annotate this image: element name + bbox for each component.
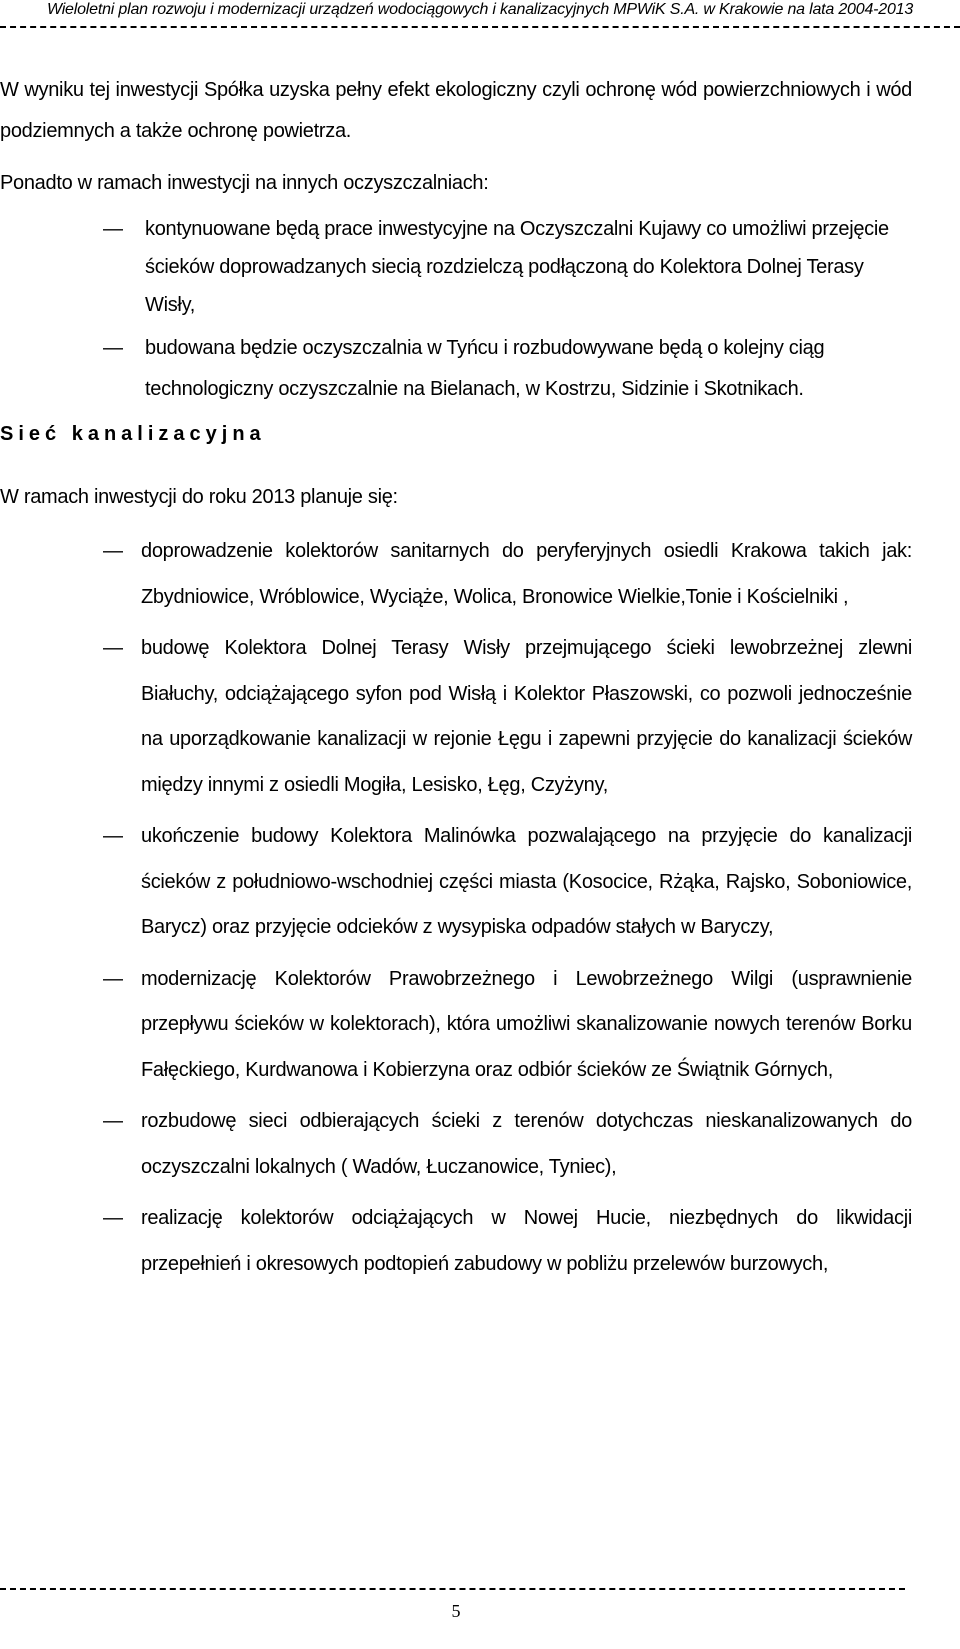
dash-bullet-icon: — [103,1207,123,1229]
page-number: 5 [451,1601,461,1621]
paragraph-ecological-effect: W wyniku tej inwestycji Spółka uzyska pełny efekt ekologiczny czyli ochronę wód powierzchniowych i wód podziemnych a także ochronę powietrza. [0,79,912,142]
dash-bullet-icon: — [103,637,123,659]
list-other-plants [0,210,912,410]
dash-bullet-icon: — [103,540,123,562]
dash-bullet-icon: — [103,825,123,847]
dash-bullet-icon: — [103,218,123,240]
list-item-text: modernizację Kolektorów Prawobrzeżnego i Lewobrzeżnego Wilgi (usprawnienie przepływu ścieków w kolektorach), która umożliwi skanalizowanie nowych terenów Borku Fałęckiego, Kurdwanowa i Kobierzyna oraz odbiór ścieków ze Świątnik Górnych, [141,967,912,1081]
paragraph-plans-intro: W ramach inwestycji do roku 2013 planuje się: [0,486,398,508]
list-item [0,626,912,808]
list-item-text: budowę Kolektora Dolnej Terasy Wisły przejmującego ścieki lewobrzeżnej zlewni Białuchy, odciążającego syfon pod Wisłą i Kolektor Płaszowski, co pozwoli jednocześnie na uporządkowanie kanalizacji w rejonie Łęgu i zapewni przyjęcie do kanalizacji ścieków między innymi z osiedli Mogiła, Lesisko, Łęg, Czyżyny, [141,637,912,796]
paragraph-other-plants-intro: Ponadto w ramach inwestycji na innych oczyszczalniach: [0,172,489,194]
list-item [0,529,912,620]
section-heading-sewer-network: Sieć kanalizacyjna [0,423,266,445]
list-item-text: budowana będzie oczyszczalnia w Tyńcu i rozbudowywane będą o kolejny ciąg technologiczny oczyszczalnie na Bielanach, w Kostrzu, Sidzinie i Skotnikach. [145,337,825,400]
list-item-text: doprowadzenie kolektorów sanitarnych do peryferyjnych osiedli Krakowa takich jak: Zbydniowice, Wróblowice, Wyciąże, Wolica, Bronowice Wielkie,Tonie i Kościelniki , [141,540,912,608]
list-item [0,1099,912,1190]
dash-bullet-icon: — [103,337,123,359]
page-header: Wieloletni plan rozwoju i modernizacji urządzeń wodociągowych i kanalizacyjnych MPWiK S.A. w Krakowie na lata 2004-2013 [46,1,914,18]
list-sewer-plans [0,529,912,1287]
footer-divider [0,1588,905,1590]
dash-bullet-icon: — [103,967,123,990]
list-item [0,814,912,951]
dash-bullet-icon: — [103,1110,123,1132]
list-item [0,1196,912,1287]
list-item-text: realizację kolektorów odciążających w Nowej Hucie, niezbędnych do likwidacji przepełnień i okresowych podtopień zabudowy w pobliżu przelewów burzowych, [141,1207,912,1275]
list-item [0,210,912,324]
header-divider [0,26,960,28]
list-item [0,957,912,1094]
list-item-text: ukończenie budowy Kolektora Malinówka pozwalającego na przyjęcie do kanalizacji ścieków z południowo-wschodniej części miasta (Kosocice, Rżąka, Rajsko, Soboniowice, Barycz) oraz przyjęcie odcieków z wysypiska odpadów stałych w Baryczy, [141,825,912,938]
list-item-text: rozbudowę sieci odbierających ścieki z terenów dotychczas nieskanalizowanych do oczyszczalni lokalnych ( Wadów, Łuczanowice, Tyniec), [141,1110,912,1178]
list-item-text: kontynuowane będą prace inwestycyjne na Oczyszczalni Kujawy co umożliwi przejęcie ścieków doprowadzanych siecią rozdzielczą podłączoną do Kolektora Dolnej Terasy Wisły, [145,218,889,316]
list-item [0,328,912,410]
